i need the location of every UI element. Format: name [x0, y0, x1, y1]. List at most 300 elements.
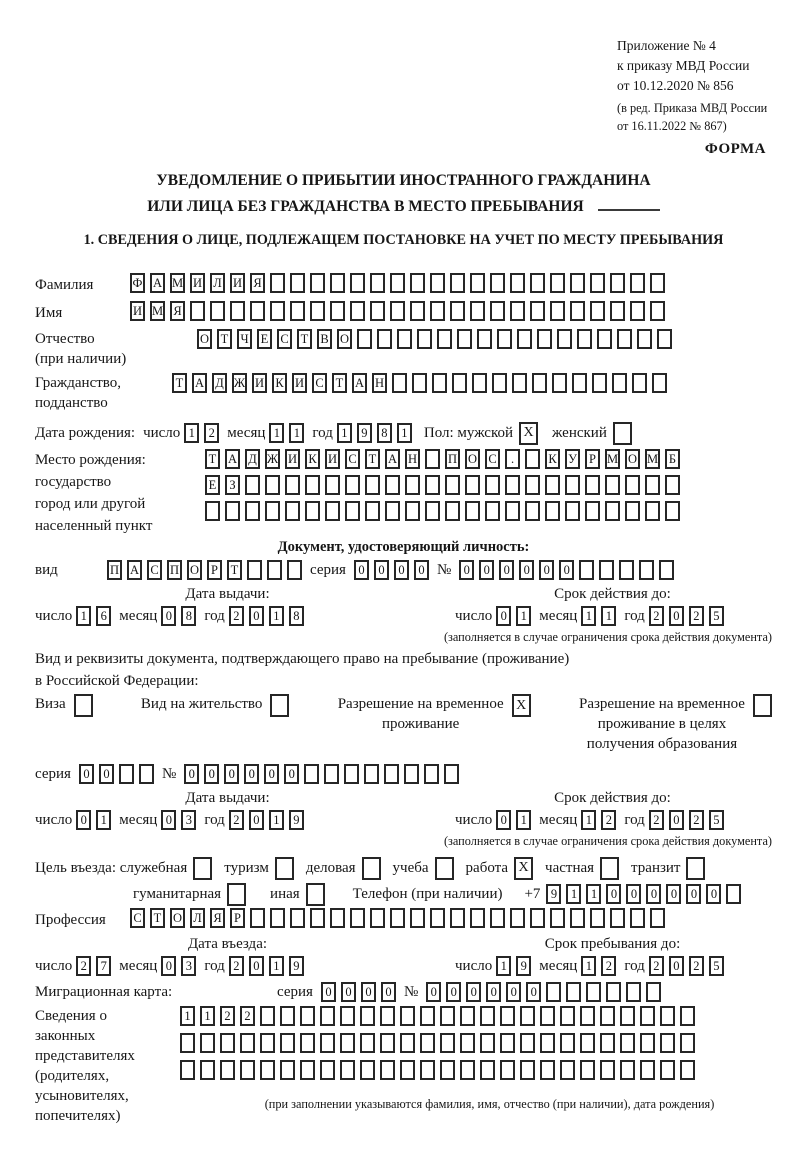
char-cell[interactable] — [650, 273, 665, 293]
char-cell[interactable] — [610, 908, 625, 928]
char-cell[interactable] — [645, 501, 660, 521]
char-cell[interactable] — [480, 1060, 495, 1080]
char-cell[interactable] — [645, 475, 660, 495]
char-cell[interactable]: 2 — [689, 810, 704, 830]
char-cell[interactable]: 2 — [649, 810, 664, 830]
char-cell[interactable] — [586, 982, 601, 1002]
entry-day[interactable] — [76, 956, 111, 976]
doc-type-field[interactable] — [107, 560, 302, 580]
char-cell[interactable]: М — [150, 301, 165, 321]
char-cell[interactable] — [545, 501, 560, 521]
char-cell[interactable] — [380, 1033, 395, 1053]
char-cell[interactable]: 1 — [337, 423, 352, 443]
char-cell[interactable]: 1 — [601, 606, 616, 626]
char-cell[interactable] — [440, 1060, 455, 1080]
char-cell[interactable]: Н — [372, 373, 387, 393]
char-cell[interactable] — [472, 373, 487, 393]
char-cell[interactable]: 2 — [229, 810, 244, 830]
char-cell[interactable]: 1 — [496, 956, 511, 976]
surname-field[interactable] — [130, 273, 665, 293]
char-cell[interactable]: 0 — [496, 606, 511, 626]
doc-valid-day[interactable] — [496, 606, 531, 626]
char-cell[interactable]: 9 — [546, 884, 561, 904]
char-cell[interactable]: 2 — [601, 956, 616, 976]
purpose-tourism-checkbox[interactable] — [275, 857, 294, 880]
char-cell[interactable]: 0 — [374, 560, 389, 580]
char-cell[interactable] — [600, 1033, 615, 1053]
char-cell[interactable]: 0 — [526, 982, 541, 1002]
char-cell[interactable] — [550, 908, 565, 928]
char-cell[interactable]: 8 — [289, 606, 304, 626]
char-cell[interactable] — [490, 908, 505, 928]
char-cell[interactable] — [497, 329, 512, 349]
char-cell[interactable]: О — [337, 329, 352, 349]
char-cell[interactable] — [287, 560, 302, 580]
char-cell[interactable] — [247, 560, 262, 580]
char-cell[interactable]: 5 — [709, 956, 724, 976]
char-cell[interactable] — [450, 301, 465, 321]
char-cell[interactable] — [560, 1060, 575, 1080]
char-cell[interactable]: 8 — [181, 606, 196, 626]
purpose-business-checkbox[interactable] — [362, 857, 381, 880]
purpose-other-checkbox[interactable] — [306, 883, 325, 906]
char-cell[interactable] — [425, 475, 440, 495]
char-cell[interactable]: К — [272, 373, 287, 393]
char-cell[interactable] — [270, 908, 285, 928]
char-cell[interactable]: Ж — [232, 373, 247, 393]
char-cell[interactable] — [385, 501, 400, 521]
char-cell[interactable] — [220, 1060, 235, 1080]
edu-permit-checkbox[interactable] — [753, 694, 772, 717]
char-cell[interactable] — [660, 1060, 675, 1080]
stay-day[interactable] — [496, 956, 531, 976]
char-cell[interactable]: 0 — [414, 560, 429, 580]
char-cell[interactable] — [306, 883, 325, 906]
char-cell[interactable] — [450, 273, 465, 293]
char-cell[interactable]: 0 — [381, 982, 396, 1002]
char-cell[interactable] — [392, 373, 407, 393]
char-cell[interactable] — [440, 1033, 455, 1053]
char-cell[interactable] — [410, 908, 425, 928]
permit-series-field[interactable] — [79, 764, 154, 784]
char-cell[interactable]: О — [465, 449, 480, 469]
char-cell[interactable]: М — [645, 449, 660, 469]
char-cell[interactable] — [550, 273, 565, 293]
char-cell[interactable]: 1 — [269, 423, 284, 443]
char-cell[interactable]: Я — [210, 908, 225, 928]
char-cell[interactable] — [280, 1033, 295, 1053]
birth-year-field[interactable] — [337, 423, 412, 443]
char-cell[interactable]: Т — [365, 449, 380, 469]
permit-issue-month[interactable] — [161, 810, 196, 830]
char-cell[interactable] — [385, 475, 400, 495]
char-cell[interactable] — [305, 475, 320, 495]
doc-series-field[interactable] — [354, 560, 429, 580]
char-cell[interactable] — [620, 1033, 635, 1053]
char-cell[interactable] — [532, 373, 547, 393]
birth-place-row3[interactable] — [205, 501, 680, 521]
char-cell[interactable]: Ж — [265, 449, 280, 469]
char-cell[interactable] — [680, 1060, 695, 1080]
char-cell[interactable] — [565, 475, 580, 495]
char-cell[interactable] — [572, 373, 587, 393]
char-cell[interactable] — [270, 273, 285, 293]
char-cell[interactable] — [260, 1033, 275, 1053]
char-cell[interactable] — [300, 1033, 315, 1053]
char-cell[interactable] — [330, 273, 345, 293]
char-cell[interactable] — [753, 694, 772, 717]
char-cell[interactable] — [630, 301, 645, 321]
char-cell[interactable] — [430, 301, 445, 321]
char-cell[interactable]: 0 — [264, 764, 279, 784]
char-cell[interactable] — [530, 908, 545, 928]
char-cell[interactable] — [330, 301, 345, 321]
char-cell[interactable] — [619, 560, 634, 580]
char-cell[interactable] — [659, 560, 674, 580]
purpose-private-checkbox[interactable] — [600, 857, 619, 880]
char-cell[interactable]: 0 — [446, 982, 461, 1002]
char-cell[interactable] — [357, 329, 372, 349]
char-cell[interactable]: 3 — [181, 810, 196, 830]
char-cell[interactable] — [485, 501, 500, 521]
char-cell[interactable] — [210, 301, 225, 321]
doc-valid-month[interactable] — [581, 606, 616, 626]
char-cell[interactable]: 0 — [354, 560, 369, 580]
char-cell[interactable] — [505, 475, 520, 495]
char-cell[interactable]: 0 — [204, 764, 219, 784]
char-cell[interactable]: 0 — [669, 956, 684, 976]
char-cell[interactable] — [432, 373, 447, 393]
patronymic-field[interactable] — [197, 329, 672, 349]
char-cell[interactable] — [485, 475, 500, 495]
char-cell[interactable] — [200, 1060, 215, 1080]
char-cell[interactable] — [597, 329, 612, 349]
char-cell[interactable] — [180, 1060, 195, 1080]
char-cell[interactable] — [560, 1033, 575, 1053]
char-cell[interactable] — [585, 501, 600, 521]
char-cell[interactable]: 0 — [394, 560, 409, 580]
doc-valid-year[interactable] — [649, 606, 724, 626]
char-cell[interactable]: 1 — [566, 884, 581, 904]
char-cell[interactable] — [592, 373, 607, 393]
char-cell[interactable]: Р — [585, 449, 600, 469]
char-cell[interactable]: 9 — [357, 423, 372, 443]
char-cell[interactable] — [450, 908, 465, 928]
char-cell[interactable]: А — [150, 273, 165, 293]
char-cell[interactable]: 1 — [581, 956, 596, 976]
char-cell[interactable] — [260, 1006, 275, 1026]
char-cell[interactable] — [404, 764, 419, 784]
char-cell[interactable] — [370, 908, 385, 928]
char-cell[interactable] — [412, 373, 427, 393]
char-cell[interactable]: С — [345, 449, 360, 469]
char-cell[interactable]: 2 — [649, 956, 664, 976]
char-cell[interactable] — [505, 501, 520, 521]
char-cell[interactable]: 1 — [269, 956, 284, 976]
purpose-humanitarian-checkbox[interactable] — [227, 883, 246, 906]
sex-male-checkbox[interactable] — [519, 422, 538, 445]
char-cell[interactable] — [686, 857, 705, 880]
birth-month-field[interactable] — [269, 423, 304, 443]
char-cell[interactable] — [230, 301, 245, 321]
name-field[interactable] — [130, 301, 665, 321]
char-cell[interactable]: З — [225, 475, 240, 495]
char-cell[interactable] — [625, 475, 640, 495]
char-cell[interactable] — [410, 301, 425, 321]
char-cell[interactable] — [345, 475, 360, 495]
char-cell[interactable]: 2 — [649, 606, 664, 626]
char-cell[interactable] — [477, 329, 492, 349]
char-cell[interactable] — [300, 1006, 315, 1026]
char-cell[interactable]: 0 — [161, 956, 176, 976]
char-cell[interactable]: 0 — [686, 884, 701, 904]
char-cell[interactable] — [480, 1006, 495, 1026]
char-cell[interactable]: 7 — [96, 956, 111, 976]
entry-month[interactable] — [161, 956, 196, 976]
char-cell[interactable]: 1 — [289, 423, 304, 443]
char-cell[interactable] — [537, 329, 552, 349]
char-cell[interactable] — [344, 764, 359, 784]
char-cell[interactable]: 0 — [706, 884, 721, 904]
char-cell[interactable] — [520, 1033, 535, 1053]
char-cell[interactable] — [310, 301, 325, 321]
doc-issue-day[interactable] — [76, 606, 111, 626]
birth-place-row1[interactable] — [205, 449, 680, 469]
char-cell[interactable] — [444, 764, 459, 784]
char-cell[interactable]: И — [325, 449, 340, 469]
char-cell[interactable] — [570, 301, 585, 321]
char-cell[interactable]: 1 — [581, 606, 596, 626]
char-cell[interactable]: А — [352, 373, 367, 393]
char-cell[interactable] — [552, 373, 567, 393]
char-cell[interactable] — [460, 1006, 475, 1026]
char-cell[interactable] — [665, 501, 680, 521]
char-cell[interactable]: 0 — [99, 764, 114, 784]
char-cell[interactable]: 0 — [669, 810, 684, 830]
char-cell[interactable] — [460, 1033, 475, 1053]
char-cell[interactable] — [600, 1060, 615, 1080]
char-cell[interactable] — [639, 560, 654, 580]
char-cell[interactable]: О — [625, 449, 640, 469]
char-cell[interactable] — [525, 475, 540, 495]
char-cell[interactable] — [205, 501, 220, 521]
char-cell[interactable] — [470, 908, 485, 928]
char-cell[interactable] — [580, 1060, 595, 1080]
char-cell[interactable]: 1 — [516, 606, 531, 626]
char-cell[interactable]: 0 — [161, 810, 176, 830]
char-cell[interactable]: 5 — [709, 606, 724, 626]
char-cell[interactable]: 2 — [76, 956, 91, 976]
char-cell[interactable]: Н — [405, 449, 420, 469]
char-cell[interactable]: 0 — [499, 560, 514, 580]
char-cell[interactable] — [680, 1033, 695, 1053]
char-cell[interactable]: 0 — [479, 560, 494, 580]
char-cell[interactable]: 9 — [516, 956, 531, 976]
char-cell[interactable] — [510, 908, 525, 928]
char-cell[interactable] — [324, 764, 339, 784]
char-cell[interactable]: М — [170, 273, 185, 293]
doc-issue-year[interactable] — [229, 606, 304, 626]
char-cell[interactable]: 0 — [466, 982, 481, 1002]
char-cell[interactable] — [640, 1060, 655, 1080]
char-cell[interactable] — [530, 273, 545, 293]
char-cell[interactable] — [265, 501, 280, 521]
char-cell[interactable]: X — [514, 857, 533, 880]
char-cell[interactable] — [285, 501, 300, 521]
char-cell[interactable] — [250, 908, 265, 928]
char-cell[interactable]: 0 — [184, 764, 199, 784]
stay-month[interactable] — [581, 956, 616, 976]
char-cell[interactable]: Т — [205, 449, 220, 469]
char-cell[interactable]: Л — [190, 908, 205, 928]
char-cell[interactable] — [640, 1033, 655, 1053]
char-cell[interactable] — [364, 764, 379, 784]
char-cell[interactable] — [613, 422, 632, 445]
char-cell[interactable] — [610, 301, 625, 321]
char-cell[interactable]: С — [485, 449, 500, 469]
char-cell[interactable]: 3 — [181, 956, 196, 976]
char-cell[interactable] — [626, 982, 641, 1002]
char-cell[interactable] — [390, 301, 405, 321]
representatives-row3[interactable] — [180, 1060, 799, 1080]
permit-valid-day[interactable] — [496, 810, 531, 830]
char-cell[interactable] — [445, 501, 460, 521]
char-cell[interactable]: 2 — [240, 1006, 255, 1026]
char-cell[interactable] — [640, 1006, 655, 1026]
char-cell[interactable] — [435, 857, 454, 880]
char-cell[interactable] — [362, 857, 381, 880]
char-cell[interactable] — [365, 475, 380, 495]
char-cell[interactable]: 0 — [506, 982, 521, 1002]
char-cell[interactable] — [490, 273, 505, 293]
char-cell[interactable] — [397, 329, 412, 349]
char-cell[interactable] — [290, 908, 305, 928]
char-cell[interactable] — [566, 982, 581, 1002]
permit-number-field[interactable] — [184, 764, 459, 784]
birth-place-row2[interactable] — [205, 475, 680, 495]
char-cell[interactable]: 0 — [161, 606, 176, 626]
char-cell[interactable]: 1 — [76, 606, 91, 626]
char-cell[interactable] — [520, 1060, 535, 1080]
char-cell[interactable] — [545, 475, 560, 495]
char-cell[interactable]: Я — [250, 273, 265, 293]
char-cell[interactable]: 0 — [496, 810, 511, 830]
char-cell[interactable] — [590, 301, 605, 321]
char-cell[interactable]: О — [187, 560, 202, 580]
char-cell[interactable] — [520, 1006, 535, 1026]
char-cell[interactable] — [452, 373, 467, 393]
char-cell[interactable] — [550, 301, 565, 321]
char-cell[interactable] — [370, 301, 385, 321]
char-cell[interactable]: Р — [230, 908, 245, 928]
char-cell[interactable]: И — [285, 449, 300, 469]
char-cell[interactable] — [657, 329, 672, 349]
char-cell[interactable] — [445, 475, 460, 495]
purpose-transit-checkbox[interactable] — [686, 857, 705, 880]
char-cell[interactable] — [360, 1006, 375, 1026]
char-cell[interactable] — [620, 1006, 635, 1026]
char-cell[interactable] — [345, 501, 360, 521]
char-cell[interactable]: 2 — [229, 606, 244, 626]
char-cell[interactable]: 0 — [626, 884, 641, 904]
char-cell[interactable] — [680, 1006, 695, 1026]
char-cell[interactable] — [240, 1033, 255, 1053]
char-cell[interactable]: 0 — [666, 884, 681, 904]
char-cell[interactable] — [370, 273, 385, 293]
char-cell[interactable] — [512, 373, 527, 393]
char-cell[interactable]: 0 — [249, 956, 264, 976]
char-cell[interactable]: Т — [332, 373, 347, 393]
char-cell[interactable] — [320, 1033, 335, 1053]
char-cell[interactable] — [74, 694, 93, 717]
char-cell[interactable] — [270, 301, 285, 321]
char-cell[interactable] — [267, 560, 282, 580]
char-cell[interactable]: 8 — [377, 423, 392, 443]
char-cell[interactable]: 2 — [204, 423, 219, 443]
char-cell[interactable]: Ч — [237, 329, 252, 349]
char-cell[interactable]: . — [505, 449, 520, 469]
profession-field[interactable] — [130, 908, 665, 928]
char-cell[interactable] — [630, 908, 645, 928]
char-cell[interactable] — [525, 449, 540, 469]
char-cell[interactable] — [630, 273, 645, 293]
doc-issue-month[interactable] — [161, 606, 196, 626]
char-cell[interactable] — [470, 273, 485, 293]
visa-checkbox[interactable] — [74, 694, 93, 717]
char-cell[interactable] — [220, 1033, 235, 1053]
char-cell[interactable] — [400, 1033, 415, 1053]
permit-valid-year[interactable] — [649, 810, 724, 830]
char-cell[interactable]: 0 — [249, 606, 264, 626]
char-cell[interactable] — [646, 982, 661, 1002]
char-cell[interactable] — [500, 1060, 515, 1080]
char-cell[interactable] — [480, 1033, 495, 1053]
char-cell[interactable] — [465, 501, 480, 521]
char-cell[interactable] — [579, 560, 594, 580]
char-cell[interactable] — [590, 908, 605, 928]
char-cell[interactable] — [585, 475, 600, 495]
char-cell[interactable] — [390, 908, 405, 928]
char-cell[interactable] — [530, 301, 545, 321]
migration-series-field[interactable] — [321, 982, 396, 1002]
char-cell[interactable]: 0 — [244, 764, 259, 784]
char-cell[interactable]: 1 — [586, 884, 601, 904]
char-cell[interactable] — [650, 301, 665, 321]
char-cell[interactable] — [325, 501, 340, 521]
char-cell[interactable] — [350, 273, 365, 293]
char-cell[interactable] — [380, 1006, 395, 1026]
char-cell[interactable] — [325, 475, 340, 495]
char-cell[interactable]: О — [197, 329, 212, 349]
char-cell[interactable] — [612, 373, 627, 393]
char-cell[interactable] — [365, 501, 380, 521]
char-cell[interactable] — [250, 301, 265, 321]
char-cell[interactable]: 0 — [426, 982, 441, 1002]
char-cell[interactable]: 0 — [224, 764, 239, 784]
char-cell[interactable] — [240, 1060, 255, 1080]
char-cell[interactable]: 0 — [606, 884, 621, 904]
char-cell[interactable] — [285, 475, 300, 495]
char-cell[interactable] — [425, 449, 440, 469]
char-cell[interactable]: Е — [205, 475, 220, 495]
char-cell[interactable] — [517, 329, 532, 349]
char-cell[interactable] — [390, 273, 405, 293]
char-cell[interactable] — [260, 1060, 275, 1080]
char-cell[interactable]: Т — [227, 560, 242, 580]
char-cell[interactable] — [360, 1033, 375, 1053]
char-cell[interactable] — [290, 301, 305, 321]
char-cell[interactable] — [400, 1006, 415, 1026]
